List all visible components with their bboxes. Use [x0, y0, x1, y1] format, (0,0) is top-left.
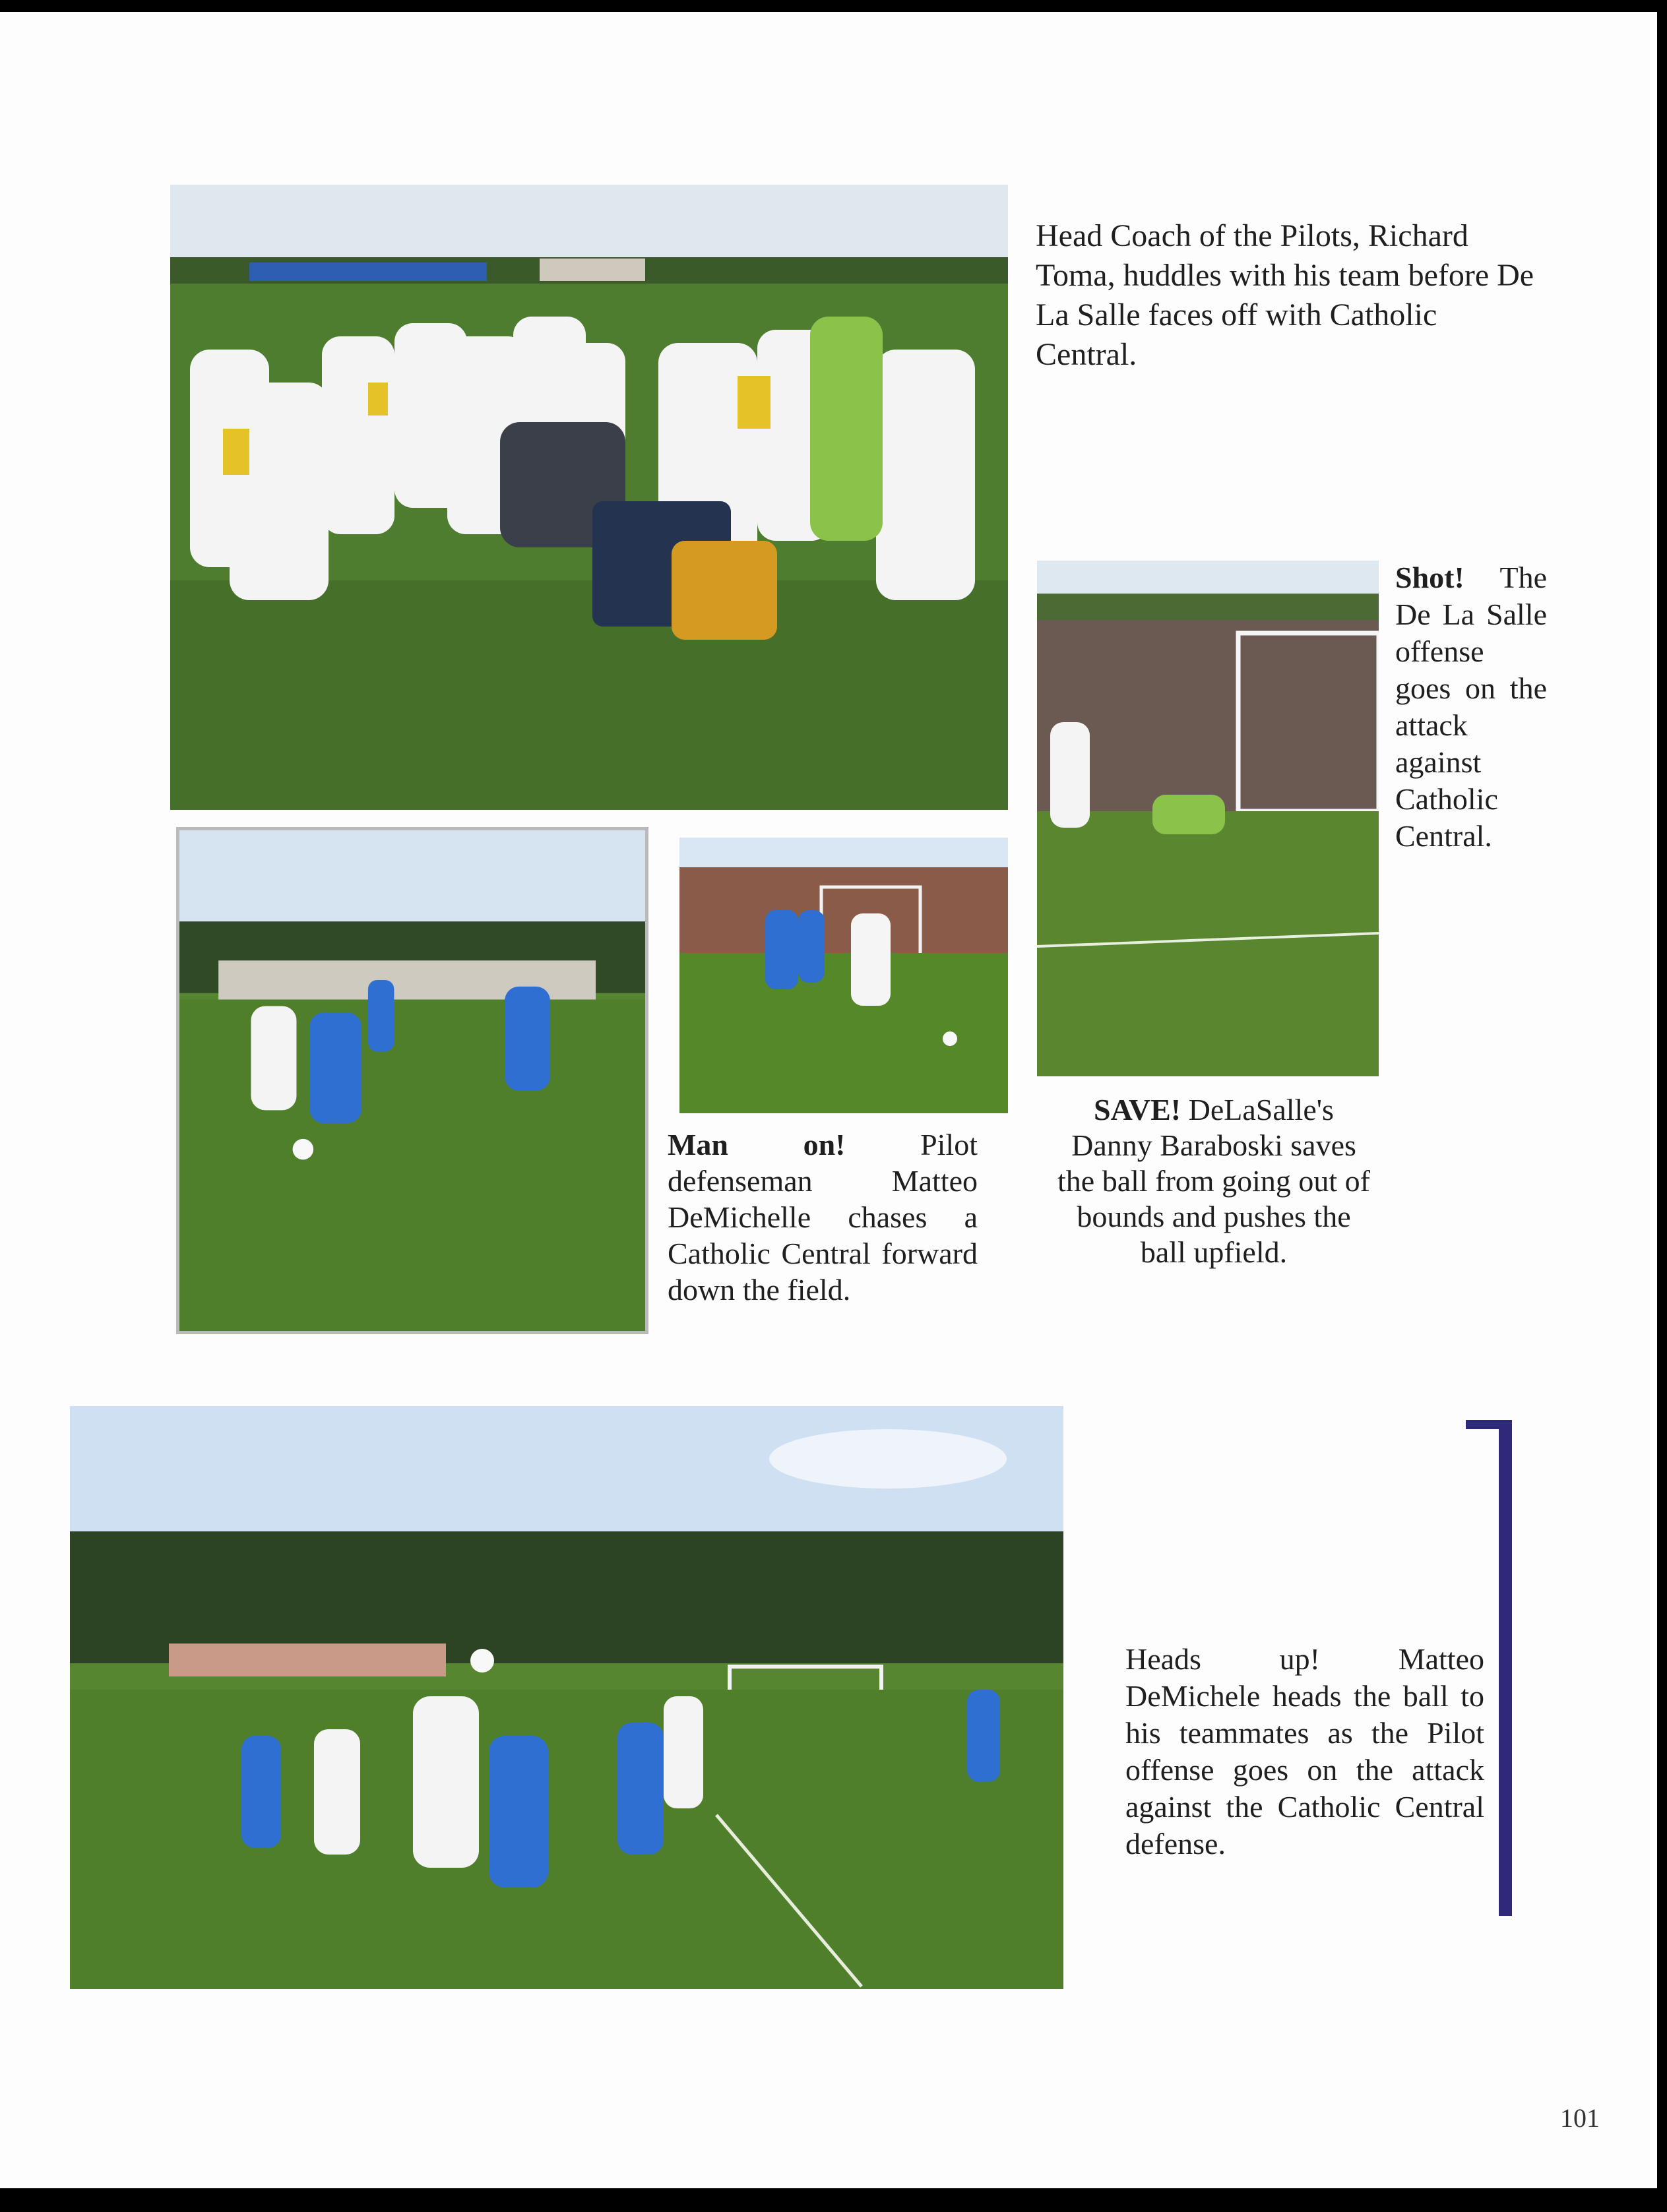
huddle-caption: Head Coach of the Pilots, Richard Toma, huddles with his team before De La Salle faces off with Catholic Central.: [1036, 218, 1534, 372]
heads-up-photo: [70, 1406, 1063, 1989]
save-caption-lead: SAVE!: [1094, 1093, 1181, 1126]
team-huddle-photo: [170, 185, 1008, 810]
shot-caption: [1395, 559, 1547, 855]
page-number: 101: [1560, 2103, 1600, 2133]
accent-bar-vertical: [1499, 1420, 1512, 1916]
man-on-photo: [679, 838, 1008, 1113]
save-caption-body: DeLaSalle's Danny Baraboski saves the ball from going out of bounds and pushes the ball upfield.: [1057, 1093, 1370, 1269]
heads-up-caption: Heads up! Matteo DeMichele heads the ball to his teammates as the Pilot offense goes on the attack against the Catholic Central defense.: [1125, 1642, 1484, 1860]
shot-caption-lead: Shot!: [1395, 561, 1464, 594]
man-on-caption: [668, 1126, 978, 1308]
man-on-caption-lead: Man on!: [668, 1128, 846, 1161]
goal-save-photo: [1037, 561, 1379, 1076]
accent-bar-top: [1466, 1420, 1512, 1429]
man-on-caption-body: Pilot defenseman Matteo DeMichelle chases a Catholic Central forward down the field.: [668, 1128, 978, 1306]
save-caption: [1055, 1092, 1372, 1270]
midfield-play-photo: [176, 827, 648, 1334]
yearbook-page: [0, 12, 1657, 2188]
shot-caption-body: The De La Salle offense goes on the attack against Catholic Central.: [1395, 561, 1547, 853]
